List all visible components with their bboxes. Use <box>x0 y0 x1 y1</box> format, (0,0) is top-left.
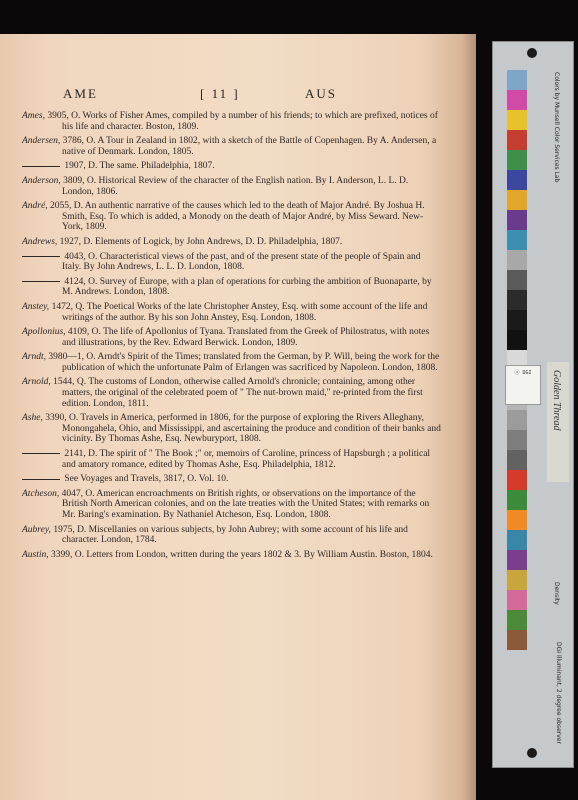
color-swatch <box>507 470 527 490</box>
entry-text: 1544, Q. The customs of London, otherwise called Arnold's chronicle; containing, among other matters, the original of the celebrated poem of " The nut-brown maid," re-printed from the first edition. London, 1811. <box>50 377 423 409</box>
golden-thread-label: Golden Thread <box>547 362 569 482</box>
entry-author: Andersen, <box>22 136 61 147</box>
color-swatch <box>507 210 527 230</box>
entry-text: 3786, O. A Tour in Zealand in 1802, with a sketch of the Battle of Copenhagen. By A. Andersen, a native of Denmark. London, 1805. <box>60 136 437 157</box>
color-swatch <box>507 270 527 290</box>
running-header <box>0 86 476 106</box>
catalog-entry <box>22 327 442 348</box>
catalog-entries <box>22 111 442 564</box>
color-swatch <box>507 550 527 570</box>
color-swatch <box>507 190 527 210</box>
entry-text: 3809, O. Historical Review of the character of the English nation. By I. Anderson, L. L. D. London, 1806. <box>60 175 409 197</box>
ditto-dash <box>22 281 60 282</box>
catalog-entry <box>22 176 442 197</box>
entry-text: 4043, O. Characteristical views of the past, and of the present state of the people of Spain and Italy. By John Andrews, L. L. D. London, 1808. <box>62 251 421 273</box>
color-swatch <box>507 130 527 150</box>
entry-author: Atcheson, <box>22 488 60 499</box>
color-swatch <box>507 90 527 110</box>
entry-author: Apollonius, <box>22 327 66 338</box>
ditto-dash <box>22 166 60 167</box>
color-swatch <box>507 450 527 470</box>
color-swatch <box>507 230 527 250</box>
catalog-entry <box>22 201 442 233</box>
color-swatch <box>507 110 527 130</box>
entry-text: 4109, O. The life of Apollonius of Tyana. Translated from the Greek of Philostratus, with notes and illustrations, by the Rev. Edward Berwick. London, 1809. <box>62 327 430 348</box>
entry-author: Anderson, <box>22 175 61 186</box>
entry-author: Ashe, <box>22 413 43 424</box>
catalog-entry <box>22 550 442 561</box>
color-swatch <box>507 530 527 550</box>
catalog-entry <box>22 489 442 521</box>
entry-author: Austin, <box>22 549 49 560</box>
color-swatch <box>507 430 527 450</box>
entry-author: Arnold, <box>22 377 51 388</box>
entry-text: 3905, O. Works of Fisher Ames, compiled by a number of his friends; to which are prefixed, notices of his life and character. Boston, 1809. <box>44 111 438 132</box>
entry-text: 4047, O. American encroachments on British rights, or observations on the importance of the British North American colonies, and on the late treaties with the United States; with remarks on Mr. Baring's examination. By Nathaniel Atcheson, Esq. London, 1808. <box>59 488 430 520</box>
ditto-dash <box>22 453 60 454</box>
color-swatch <box>507 250 527 270</box>
strip-hole-bottom <box>527 748 537 758</box>
entry-author: Aubrey, <box>22 524 51 535</box>
entry-text: 3399, O. Letters from London, written during the years 1802 & 3. By William Austin. Boston, 1804. <box>48 549 433 560</box>
entry-text: 3980—1, O. Arndt's Spirit of the Times; translated from the German, by P. Will, being the work for the publication of which the unfortunate Palm of Erlangen was sacrificed by Napoleon. London, 1808. <box>46 352 440 373</box>
catalog-entry <box>22 277 442 298</box>
catalog-entry <box>22 352 442 373</box>
catalog-entry <box>22 136 442 157</box>
color-swatch <box>507 310 527 330</box>
entry-text: See Voyages and Travels, 3817, O. Vol. 10. <box>62 474 229 485</box>
color-swatch <box>507 70 527 90</box>
entry-text: 4124, O. Survey of Europe, with a plan of operations for curbing the ambition of Buonaparte, by M. Andrews. London, 1808. <box>62 276 432 298</box>
strip-hole-top <box>527 48 537 58</box>
catalog-entry <box>22 237 442 248</box>
catalog-entry <box>22 377 442 409</box>
entry-author: Andrews, <box>22 236 58 247</box>
color-swatch <box>507 290 527 310</box>
header-right: AUS <box>305 86 338 101</box>
catalog-entry <box>22 252 442 273</box>
entry-text: 1927, D. Elements of Logick, by John Andrews, D. D. Philadelphia, 1807. <box>57 236 343 247</box>
entry-text: 2055, D. An authentic narrative of the causes which led to the death of Major André. By Joshua H. Smith, Esq. To which is added, a Monody on the death of Major André, by Miss Seward. New-York, 1809. <box>47 201 425 233</box>
calibration-tag: ⓐ DGI <box>505 365 541 405</box>
ditto-dash <box>22 256 60 257</box>
entry-text: 1975, D. Miscellanies on various subjects, by John Aubrey; with some account of his life and character. London, 1784. <box>50 524 408 546</box>
catalog-entry <box>22 474 442 485</box>
color-swatch <box>507 630 527 650</box>
strip-label-density: Density <box>553 582 560 605</box>
color-swatch <box>507 410 527 430</box>
catalog-entry <box>22 302 442 323</box>
entry-author: Anstey, <box>22 301 50 312</box>
color-swatch <box>507 170 527 190</box>
catalog-entry <box>22 525 442 546</box>
catalog-entry <box>22 111 442 132</box>
color-swatch <box>507 330 527 350</box>
color-swatch <box>507 150 527 170</box>
header-left: AME <box>63 86 98 101</box>
color-swatch <box>507 490 527 510</box>
color-swatch <box>507 570 527 590</box>
entry-author: André, <box>22 201 48 212</box>
entry-text: 3390, O. Travels in America, performed in 1806, for the purpose of exploring the Rivers Alleghany, Monongahela, Ohio, and Mississippi, and ascertaining the produce and condition of their banks and vicinity. By Thomas Ashe, Esq. Newburyport, 1808. <box>42 413 441 445</box>
header-page-number: [ 11 ] <box>200 86 240 101</box>
entry-text: 1907, D. The same. Philadelphia, 1807. <box>62 161 215 172</box>
entry-author: Arndt, <box>22 352 47 363</box>
catalog-entry <box>22 413 442 445</box>
entry-text: 1472, Q. The Poetical Works of the late Christopher Anstey, Esq. with some account of the life and writings of the author. By his son John Anstey, Esq. London, 1808. <box>49 301 428 323</box>
color-swatch <box>507 590 527 610</box>
color-swatch <box>507 510 527 530</box>
catalog-entry <box>22 449 442 470</box>
entry-author: Ames, <box>22 111 45 121</box>
catalog-entry <box>22 161 442 172</box>
strip-label-top: Colors by Munsell Color Services Lab <box>553 72 560 183</box>
entry-text: 2141, D. The spirit of " The Book ;" or, memoirs of Caroline, princess of Hapsburgh ; a political and amatory romance, edited by Thomas Ashe, Esq. Philadelphia, 1812. <box>62 449 431 470</box>
ditto-dash <box>22 479 60 480</box>
swatch-column <box>507 70 527 650</box>
strip-label-bottom: DGI Illuminant, 2 degree observer <box>555 642 562 744</box>
color-swatch <box>507 610 527 630</box>
